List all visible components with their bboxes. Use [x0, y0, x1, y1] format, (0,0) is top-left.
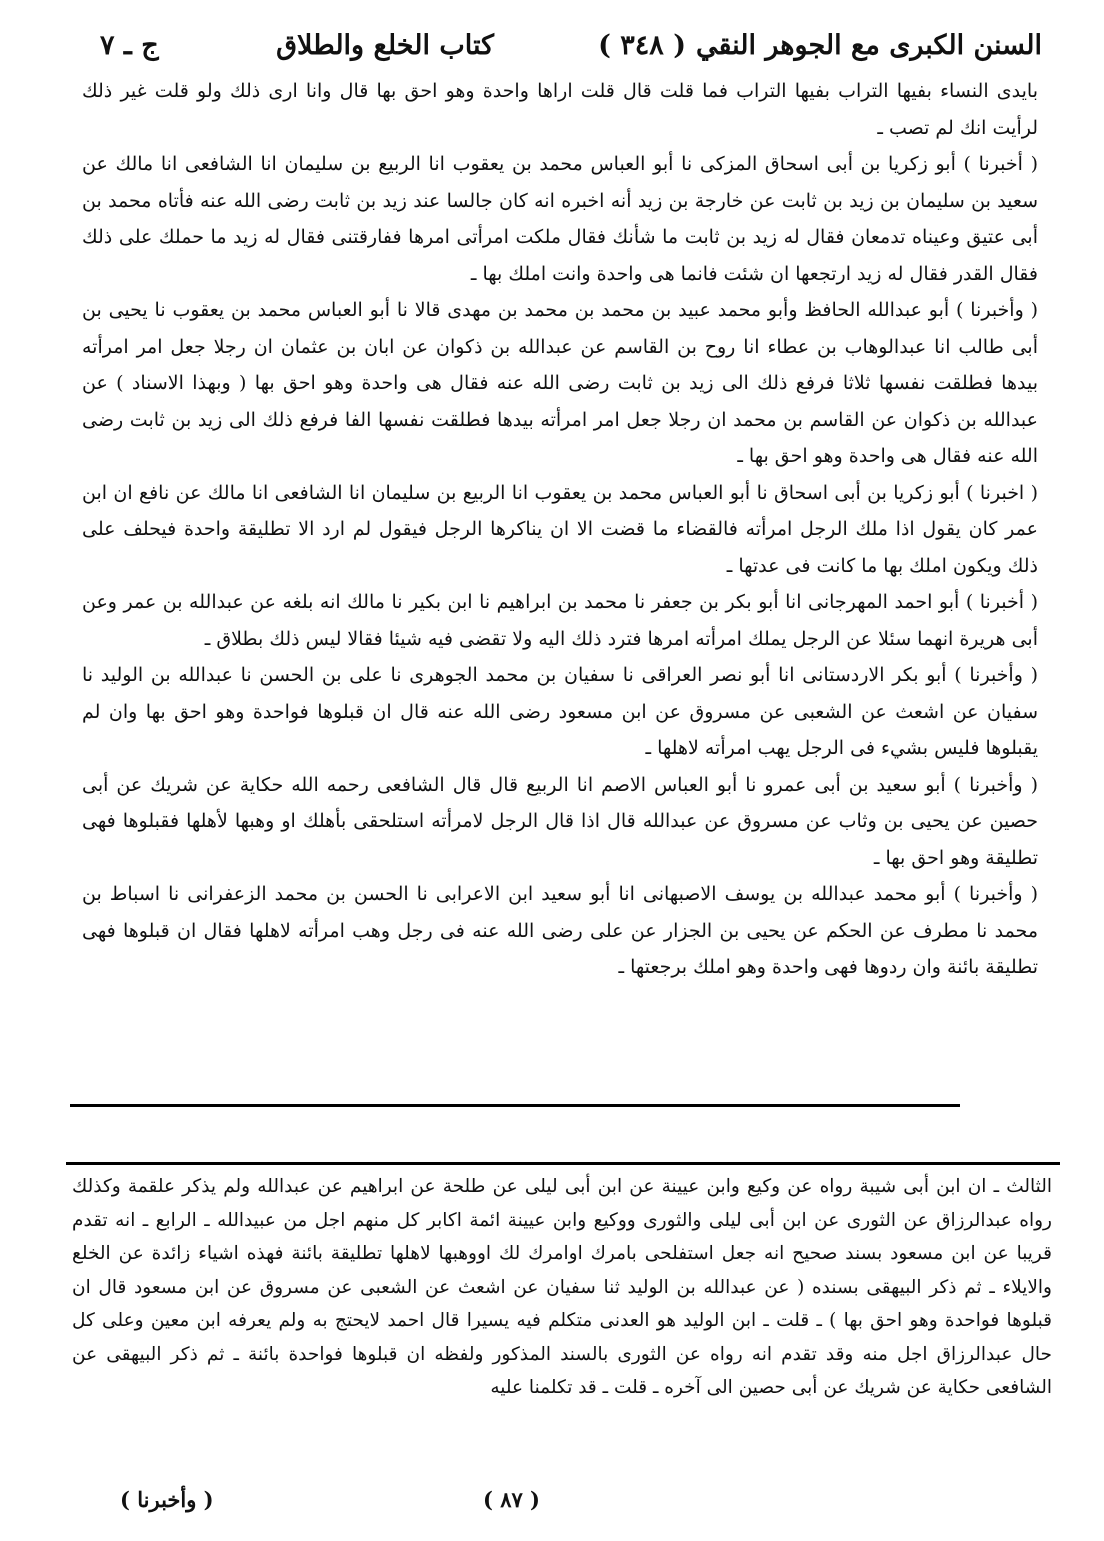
main-text: [82, 73, 1038, 986]
paragraph: ( وأخبرنا ) أبو سعيد بن أبى عمرو نا أبو العباس الاصم انا الربيع قال قال الشافعى رحمه الله حكاية عن شريك عن أبى حصين عن يحيى بن وثاب عن مسروق عن عبدالله قال اذا قال الرجل لامرأته استلحقى بأهلك او وهبها لأهلها فقبلوها فهى تطليقة وهو احق بها ـ: [82, 773, 1038, 869]
page-header: [100, 26, 1042, 70]
paragraph: ( وأخبرنا ) أبو بكر الاردستانى انا أبو نصر العراقى نا سفيان بن محمد الجوهرى نا على بن الحسن نا عبدالله بن الوليد نا سفيان عن اشعث عن الشعبى عن مسروق عن ابن مسعود رضى الله عنه قال ان قبلوها فواحدة وهو احق بها وان لم يقبلوها فليس بشيء فى الرجل يهب امرأته لاهلها ـ: [82, 664, 1038, 759]
volume-label: ج ـ ٧: [100, 30, 159, 61]
paragraph: ( وأخبرنا ) أبو عبدالله الحافظ وأبو محمد عبيد بن محمد بن محمد بن مهدى قالا نا أبو العباس محمد بن يعقوب نا يحيى بن أبى طالب انا عبدالوهاب بن عطاء انا روح بن القاسم عن عبدالله بن ذكوان عن ابان بن عثمان ان رجلا جعل امر امرأته بيدها فطلقت نفسها ثلاثا فرفع ذلك الى زيد بن ثابت رضى الله عنه فقال هى واحدة وهو احق بها ( وبهذا الاسناد ) عن عبدالله بن ذكوان عن القاسم بن محمد ان رجلا جعل امر امرأته بيدها فطلقت نفسها الفا فرفع ذلك الى زيد بن ثابت رضى الله عنه فقال هى واحدة وهو احق بها ـ: [82, 299, 1038, 467]
paragraph: بايدى النساء بفيها التراب بفيها التراب فما قلت قال قلت اراها واحدة وهو احق بها قال وانا ارى ذلك ولو قلت غير ذلك لرأيت انك لم تصب ـ: [82, 80, 1038, 139]
catchword: ( وأخبرنا ): [120, 1487, 214, 1512]
paragraph: ( اخبرنا ) أبو زكريا بن أبى اسحاق نا أبو العباس محمد بن يعقوب انا الربيع بن سليمان انا الشافعى انا مالك عن نافع ان ابن عمر كان يقول اذا ملك الرجل امرأته فالقضاء ما قضت الا ان يناكرها الرجل فيقول لم ارد الا تطليقة واحدة فيحلف على ذلك ويكون املك بها ما كانت فى عدتها ـ: [82, 481, 1038, 577]
footer-page-number: ( ٨٧ ): [482, 1487, 540, 1512]
footnote-separator: [66, 1162, 1060, 1165]
main-end-rule: [70, 1104, 960, 1107]
paragraph: ( أخبرنا ) أبو احمد المهرجانى انا أبو بكر بن جعفر نا محمد بن ابراهيم نا ابن بكير نا مالك انه بلغه عن عبدالله بن عمر وعن أبى هريرة انهما سئلا عن الرجل يملك امرأته امرها فترد ذلك اليه ولا تقضى فيه شيئا فقالا ليس ذلك بطلاق ـ: [82, 591, 1038, 650]
book-title: السنن الكبرى مع الجوهر النقي: [695, 30, 1042, 61]
chapter-title: كتاب الخلع والطلاق: [276, 30, 494, 61]
page-number: ( ٣٤٨ ): [598, 30, 686, 61]
footnote-text: الثالث ـ ان ابن أبى شيبة رواه عن وكيع وابن عيينة عن ابن أبى ليلى عن طلحة عن ابراهيم عن عبدالله ولم يذكر علقمة وكذلك رواه عبدالرزاق عن الثورى عن ابن أبى ليلى والثورى ووكيع وابن عيينة ائمة اكابر كل منهم اجل من عبيدالله ـ الرابع ـ انه تقدم قريبا عن ابن مسعود بسند صحيح انه جعل استفلحى بامرك اوامرك لك اووهبها لاهلها تطليقة بائنة فهذه اشياء زائدة عن الخلع والايلاء ـ ثم ذكر البيهقى بسنده ( عن عبدالله بن الوليد ثنا سفيان عن اشعث عن الشعبى عن مسروق عن ابن مسعود قال ان قبلوها فواحدة وهو احق بها ) ـ قلت ـ ابن الوليد هو العدنى متكلم فيه يسيرا قال احمد لايحتج به ولم يعرفه ابن معين وعلى كل حال عبدالرزاق اجل منه وقد تقدم انه رواه عن الثورى بالسند المذكور ولفظه ان قبلوها فواحدة بائنة ـ ثم ذكر البيهقى عن الشافعى حكاية عن شريك عن أبى حصين الى آخره ـ قلت ـ قد تكلمنا عليه: [72, 1176, 1052, 1398]
page-footer: [120, 1487, 904, 1523]
paragraph: ( وأخبرنا ) أبو محمد عبدالله بن يوسف الاصبهانى انا أبو سعيد ابن الاعرابى نا الحسن بن محمد الزعفرانى نا اسباط بن محمد نا مطرف عن الحكم عن يحيى بن الجزار عن على رضى الله عنه فى رجل وهب امرأته لاهلها فقال ان قبلوها فهى تطليقة بائنة وان ردوها فهى واحدة وهو املك برجعتها ـ: [82, 883, 1038, 978]
paragraph: ( أخبرنا ) أبو زكريا بن أبى اسحاق المزكى نا أبو العباس محمد بن يعقوب انا الربيع بن سليمان انا الشافعى انا مالك عن سعيد بن سليمان بن زيد بن ثابت عن خارجة بن زيد أنه اخبره انه كان جالسا عند زيد بن ثابت رضى الله عنه فأتاه محمد بن أبى عتيق وعيناه تدمعان فقال له زيد بن ثابت ما شأنك فقال ملكت امرأتى امرها ففارقتنى فقال له زيد ما حملك على ذلك فقال القدر فقال له زيد ارتجعها ان شئت فانما هى واحدة وانت املك بها ـ: [82, 153, 1038, 285]
